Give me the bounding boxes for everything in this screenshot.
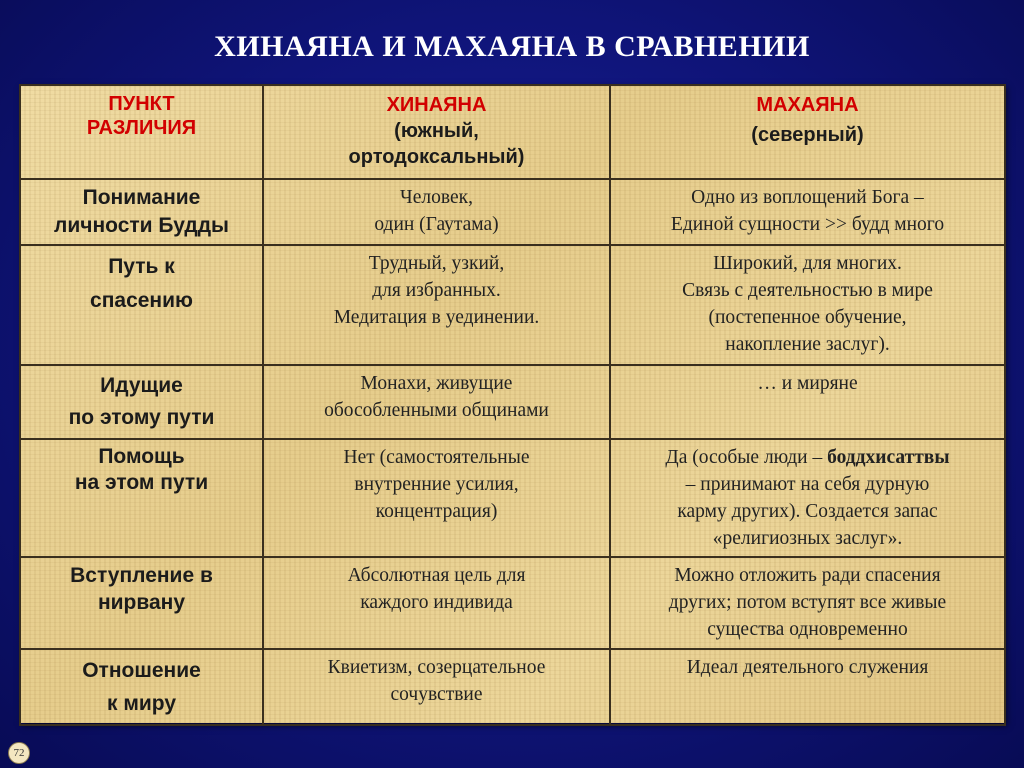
- mahayana-cell: … и миряне: [610, 365, 1005, 439]
- row-label: Вступление в нирвану: [20, 557, 263, 649]
- table-row: [20, 365, 1005, 439]
- header-mahayana-name: МАХАЯНА: [756, 94, 859, 116]
- hinayana-cell: Трудный, узкий, для избранных. Медитация в уединении.: [263, 245, 610, 365]
- page-title: ХИНАЯНА И МАХАЯНА В СРАВНЕНИИ: [214, 30, 810, 63]
- comparison-table: [19, 84, 1004, 723]
- mahayana-cell: Одно из воплощений Бога – Единой сущности >> будд много: [610, 179, 1005, 245]
- header-hinayana-name: ХИНАЯНА: [386, 94, 487, 116]
- table-row: [20, 649, 1005, 725]
- header-mahayana-sub: (северный): [751, 124, 864, 146]
- mahayana-cell: Да (особые люди – боддхисаттвы – принимают на себя дурную карму других). Создается запас «религиозных заслуг».: [610, 439, 1005, 557]
- page-number-badge: 72: [8, 742, 30, 764]
- row-label: Идущие по этому пути: [20, 365, 263, 439]
- header-mahayana: [610, 85, 1005, 179]
- hinayana-cell: Монахи, живущие обособленными общинами: [263, 365, 610, 439]
- header-hinayana: [263, 85, 610, 179]
- header-criterion-label: ПУНКТ РАЗЛИЧИЯ: [86, 93, 197, 139]
- row-label: Путь к спасению: [20, 245, 263, 365]
- row-label: Понимание личности Будды: [20, 179, 263, 245]
- row-label: Отношение к миру: [20, 649, 263, 725]
- hinayana-cell: Абсолютная цель для каждого индивида: [263, 557, 610, 649]
- table-row: [20, 439, 1005, 557]
- mahayana-cell: Идеал деятельного служения: [610, 649, 1005, 725]
- table-header-row: [20, 85, 1005, 179]
- table-row: [20, 557, 1005, 649]
- hinayana-cell: Квиетизм, созерцательное сочувствие: [263, 649, 610, 725]
- table-row: [20, 245, 1005, 365]
- header-hinayana-sub: (южный, ортодоксальный): [348, 120, 525, 168]
- table-row: [20, 179, 1005, 245]
- row-label: Помощь на этом пути: [20, 439, 263, 557]
- hinayana-cell: Человек, один (Гаутама): [263, 179, 610, 245]
- mahayana-cell: Широкий, для многих. Связь с деятельностью в мире (постепенное обучение, накопление заслуг).: [610, 245, 1005, 365]
- hinayana-cell: Нет (самостоятельные внутренние усилия, концентрация): [263, 439, 610, 557]
- bodhisattva-term: боддхисаттвы: [827, 447, 950, 468]
- header-criterion: [20, 85, 263, 179]
- mahayana-cell: Можно отложить ради спасения других; потом вступят все живые существа одновременно: [610, 557, 1005, 649]
